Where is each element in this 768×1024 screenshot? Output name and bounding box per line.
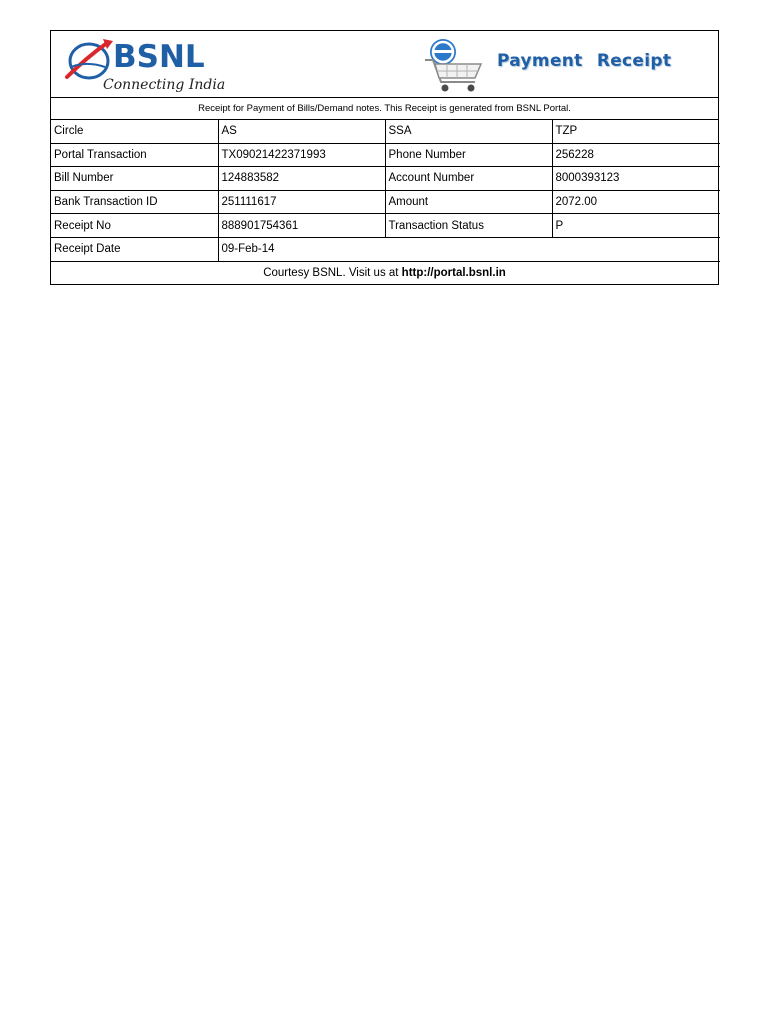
- transaction-status-value: P: [552, 214, 720, 238]
- circle-value: AS: [218, 120, 385, 143]
- footer-text: Courtesy BSNL. Visit us at: [263, 266, 402, 279]
- account-number-value: 8000393123: [552, 167, 720, 191]
- bsnl-logo: [63, 37, 233, 93]
- amount-value: 2072.00: [552, 190, 720, 214]
- phone-number-value: 256228: [552, 143, 720, 167]
- table-row: [51, 120, 720, 143]
- table-row: [51, 190, 720, 214]
- table-row: [51, 143, 720, 167]
- receipt-date-label: Receipt Date: [51, 237, 218, 261]
- account-number-label: Account Number: [385, 167, 552, 191]
- phone-number-label: Phone Number: [385, 143, 552, 167]
- portal-transaction-value: TX09021422371993: [218, 143, 385, 167]
- amount-label: Amount: [385, 190, 552, 214]
- shopping-cart-icon: [423, 36, 491, 94]
- receipt-footer: [51, 262, 718, 284]
- receipt-header: [51, 31, 718, 98]
- receipt-no-label: Receipt No: [51, 214, 218, 238]
- ssa-value: TZP: [552, 120, 720, 143]
- table-row: [51, 167, 720, 191]
- bill-number-value: 124883582: [218, 167, 385, 191]
- receipt-no-value: 888901754361: [218, 214, 385, 238]
- receipt-date-value: 09-Feb-14: [218, 237, 720, 261]
- portal-link[interactable]: http://portal.bsnl.in: [401, 266, 506, 279]
- bsnl-tagline: Connecting India: [103, 77, 226, 93]
- receipt-details-table: [51, 120, 720, 262]
- portal-transaction-label: Portal Transaction: [51, 143, 218, 167]
- bsnl-wordmark: BSNL: [113, 39, 205, 75]
- table-row: [51, 214, 720, 238]
- bank-transaction-id-value: 251111617: [218, 190, 385, 214]
- circle-label: Circle: [51, 120, 218, 143]
- ssa-label: SSA: [385, 120, 552, 143]
- receipt-notice: Receipt for Payment of Bills/Demand notes. This Receipt is generated from BSNL Portal.: [51, 98, 718, 120]
- receipt-title: Payment Receipt: [497, 51, 672, 71]
- table-row: [51, 237, 720, 261]
- transaction-status-label: Transaction Status: [385, 214, 552, 238]
- bank-transaction-id-label: Bank Transaction ID: [51, 190, 218, 214]
- payment-receipt: [50, 30, 719, 285]
- bill-number-label: Bill Number: [51, 167, 218, 191]
